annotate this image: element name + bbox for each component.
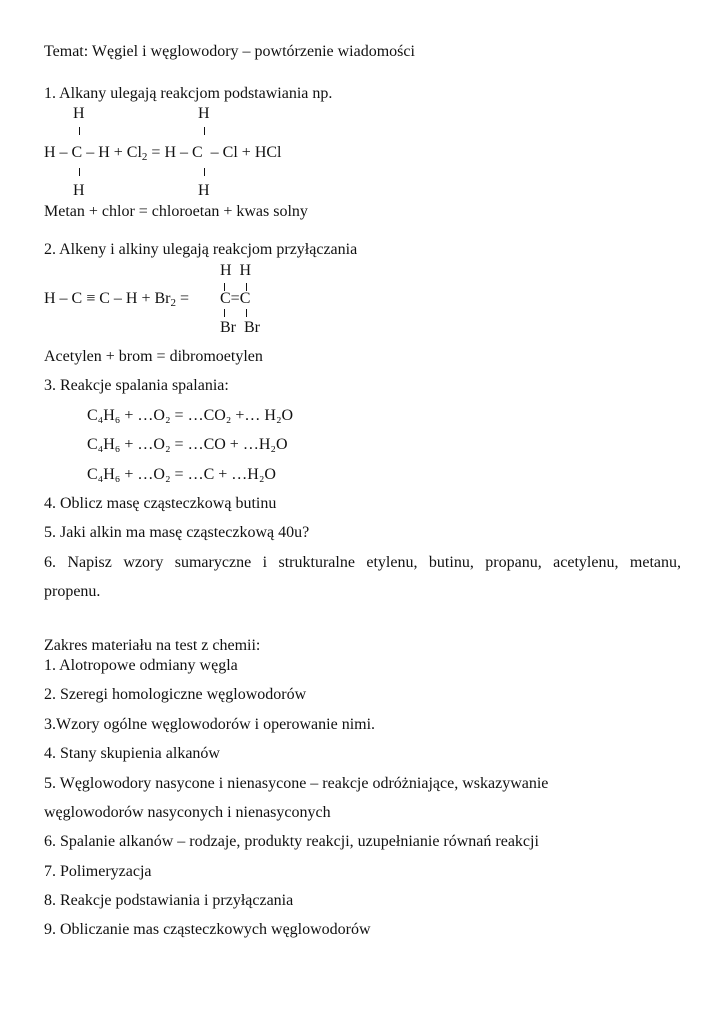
section1-words: Metan + chlor = chloroetan + kwas solny	[44, 203, 308, 220]
eq2-sub: 2	[170, 297, 176, 309]
section1-heading: 1. Alkany ulegają reakcjom podstawiania np.	[44, 85, 333, 102]
page-title: Temat: Węgiel i węglowodory – powtórzenie wiadomości	[44, 43, 415, 60]
bond-bottom-right	[204, 168, 205, 176]
bond-top-right	[204, 127, 205, 135]
atom-h-bottom-right: H	[198, 182, 210, 199]
question-6-line2: propenu.	[44, 583, 101, 600]
eq1-left: H – C – H + Cl	[44, 144, 142, 161]
eq2-left: H – C ≡ C – H + Br	[44, 290, 171, 307]
combustion-eq-1: C₄H₆ + …O₂ = …CO₂ +… H₂O	[87, 407, 294, 424]
bond-br-right	[246, 309, 247, 317]
question-5: 5. Jaki alkin ma masę cząsteczkową 40u?	[44, 524, 310, 541]
scope-item: 8. Reakcje podstawiania i przyłączania	[44, 892, 294, 909]
scope-item: 5. Węglowodory nasycone i nienasycone – reakcje odróżniające, wskazywanie	[44, 775, 549, 792]
scope-item: 4. Stany skupienia alkanów	[44, 745, 220, 762]
scope-item: 6. Spalanie alkanów – rodzaje, produkty reakcji, uzupełnianie równań reakcji	[44, 833, 539, 850]
scope-item: 2. Szeregi homologiczne węglowodorów	[44, 686, 307, 703]
eq1-sub: 2	[141, 151, 148, 163]
bond-bottom-left	[79, 168, 80, 176]
bond-top-left	[79, 127, 80, 135]
question-4: 4. Oblicz masę cząsteczkową butinu	[44, 495, 277, 512]
atom-h-top-left: H	[73, 105, 85, 122]
eq1-right: = H – C – Cl + HCl	[147, 144, 282, 161]
combustion-eq-3: C₄H₆ + …O₂ = …C + …H₂O	[87, 466, 276, 483]
section3-heading: 3. Reakcje spalania spalania:	[44, 377, 229, 394]
atom-h-bottom-left: H	[73, 182, 85, 199]
combustion-eq-2: C₄H₆ + …O₂ = …CO + …H₂O	[87, 436, 288, 453]
bond-br-left	[224, 309, 225, 317]
atoms-brbr: Br Br	[220, 319, 260, 336]
question-6-line1: 6. Napisz wzory sumaryczne i strukturalne etylenu, butinu, propanu, acetylenu, metanu,	[44, 554, 681, 571]
atoms-cc: C=C	[220, 290, 251, 307]
scope-item: węglowodorów nasyconych i nienasyconych	[44, 804, 331, 821]
scope-heading: Zakres materiału na test z chemii:	[44, 637, 261, 654]
scope-item: 7. Polimeryzacja	[44, 863, 152, 880]
scope-item: 3.Wzory ogólne węglowodorów i operowanie nimi.	[44, 716, 376, 733]
eq2-tail: =	[176, 290, 190, 307]
section2-heading: 2. Alkeny i alkiny ulegają reakcjom przyłączania	[44, 241, 358, 258]
scope-item: 9. Obliczanie mas cząsteczkowych węglowodorów	[44, 921, 371, 938]
section2-words: Acetylen + brom = dibromoetylen	[44, 348, 263, 365]
section2-equation	[44, 291, 189, 307]
atoms-hh: H H	[220, 262, 252, 279]
atom-h-top-right: H	[198, 105, 210, 122]
section1-equation	[44, 145, 281, 161]
scope-item: 1. Alotropowe odmiany węgla	[44, 657, 238, 674]
